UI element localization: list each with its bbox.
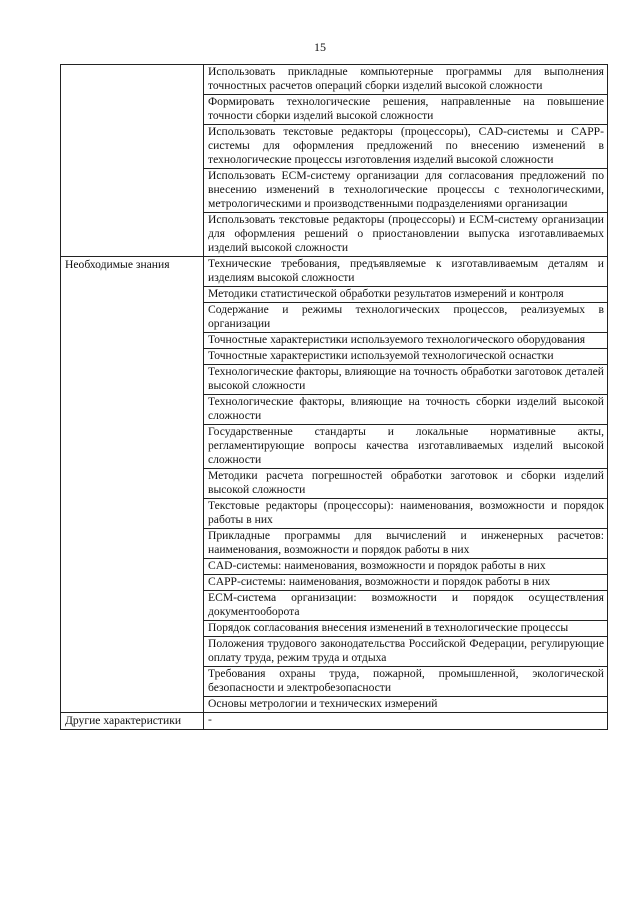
requirement-item: CAD-системы: наименования, возможности и порядок работы в них	[204, 559, 608, 575]
requirement-item: Методики расчета погрешностей обработки заготовок и сборки изделий высокой сложности	[204, 469, 608, 499]
requirement-item: Текстовые редакторы (процессоры): наименования, возможности и порядок работы в них	[204, 499, 608, 529]
requirement-item: -	[204, 713, 608, 730]
table-row	[61, 65, 608, 95]
table-row	[61, 713, 608, 730]
requirement-item: Точностные характеристики используемого технологического оборудования	[204, 333, 608, 349]
requirement-item: Требования охраны труда, пожарной, промышленной, экологической безопасности и электробезопасности	[204, 667, 608, 697]
requirement-item: Методики статистической обработки результатов измерений и контроля	[204, 287, 608, 303]
requirement-item: CAPP-системы: наименования, возможности и порядок работы в них	[204, 575, 608, 591]
requirement-item: Государственные стандарты и локальные нормативные акты, регламентирующие вопросы качества изготавливаемых изделий высокой сложности	[204, 425, 608, 469]
requirement-item: Содержание и режимы технологических процессов, реализуемых в организации	[204, 303, 608, 333]
requirement-item: Использовать ECM-систему организации для согласования предложений по внесению изменений в технологические процессы с технологическими, метрологическими и производственными подразделениями организации	[204, 169, 608, 213]
table-row	[61, 257, 608, 287]
section-label: Необходимые знания	[61, 257, 204, 713]
requirement-item: Прикладные программы для вычислений и инженерных расчетов: наименования, возможности и порядок работы в них	[204, 529, 608, 559]
requirement-item: Основы метрологии и технических измерений	[204, 697, 608, 713]
requirement-item: Положения трудового законодательства Российской Федерации, регулирующие оплату труда, режим труда и отдыха	[204, 637, 608, 667]
requirements-table	[60, 64, 608, 730]
page-number: 15	[314, 40, 326, 54]
requirement-item: Точностные характеристики используемой технологической оснастки	[204, 349, 608, 365]
requirement-item: Использовать прикладные компьютерные программы для выполнения точностных расчетов операций сборки изделий высокой сложности	[204, 65, 608, 95]
requirement-item: Технологические факторы, влияющие на точность сборки изделий высокой сложности	[204, 395, 608, 425]
requirement-item: Формировать технологические решения, направленные на повышение точности сборки изделий высокой сложности	[204, 95, 608, 125]
requirement-item: Использовать текстовые редакторы (процессоры), CAD-системы и CAPP-системы для оформления предложений по внесению изменений в технологические процессы изготовления изделий высокой сложности	[204, 125, 608, 169]
requirement-item: Технологические факторы, влияющие на точность обработки заготовок деталей высокой сложности	[204, 365, 608, 395]
section-label	[61, 65, 204, 257]
requirement-item: Использовать текстовые редакторы (процессоры) и ECM-систему организации для оформления решений о приостановлении выпуска изготавливаемых изделий высокой сложности	[204, 213, 608, 257]
requirement-item: Технические требования, предъявляемые к изготавливаемым деталям и изделиям высокой сложности	[204, 257, 608, 287]
requirement-item: ECM-система организации: возможности и порядок осуществления документооборота	[204, 591, 608, 621]
requirement-item: Порядок согласования внесения изменений в технологические процессы	[204, 621, 608, 637]
section-label: Другие характеристики	[61, 713, 204, 730]
requirements-table-body	[61, 65, 608, 730]
